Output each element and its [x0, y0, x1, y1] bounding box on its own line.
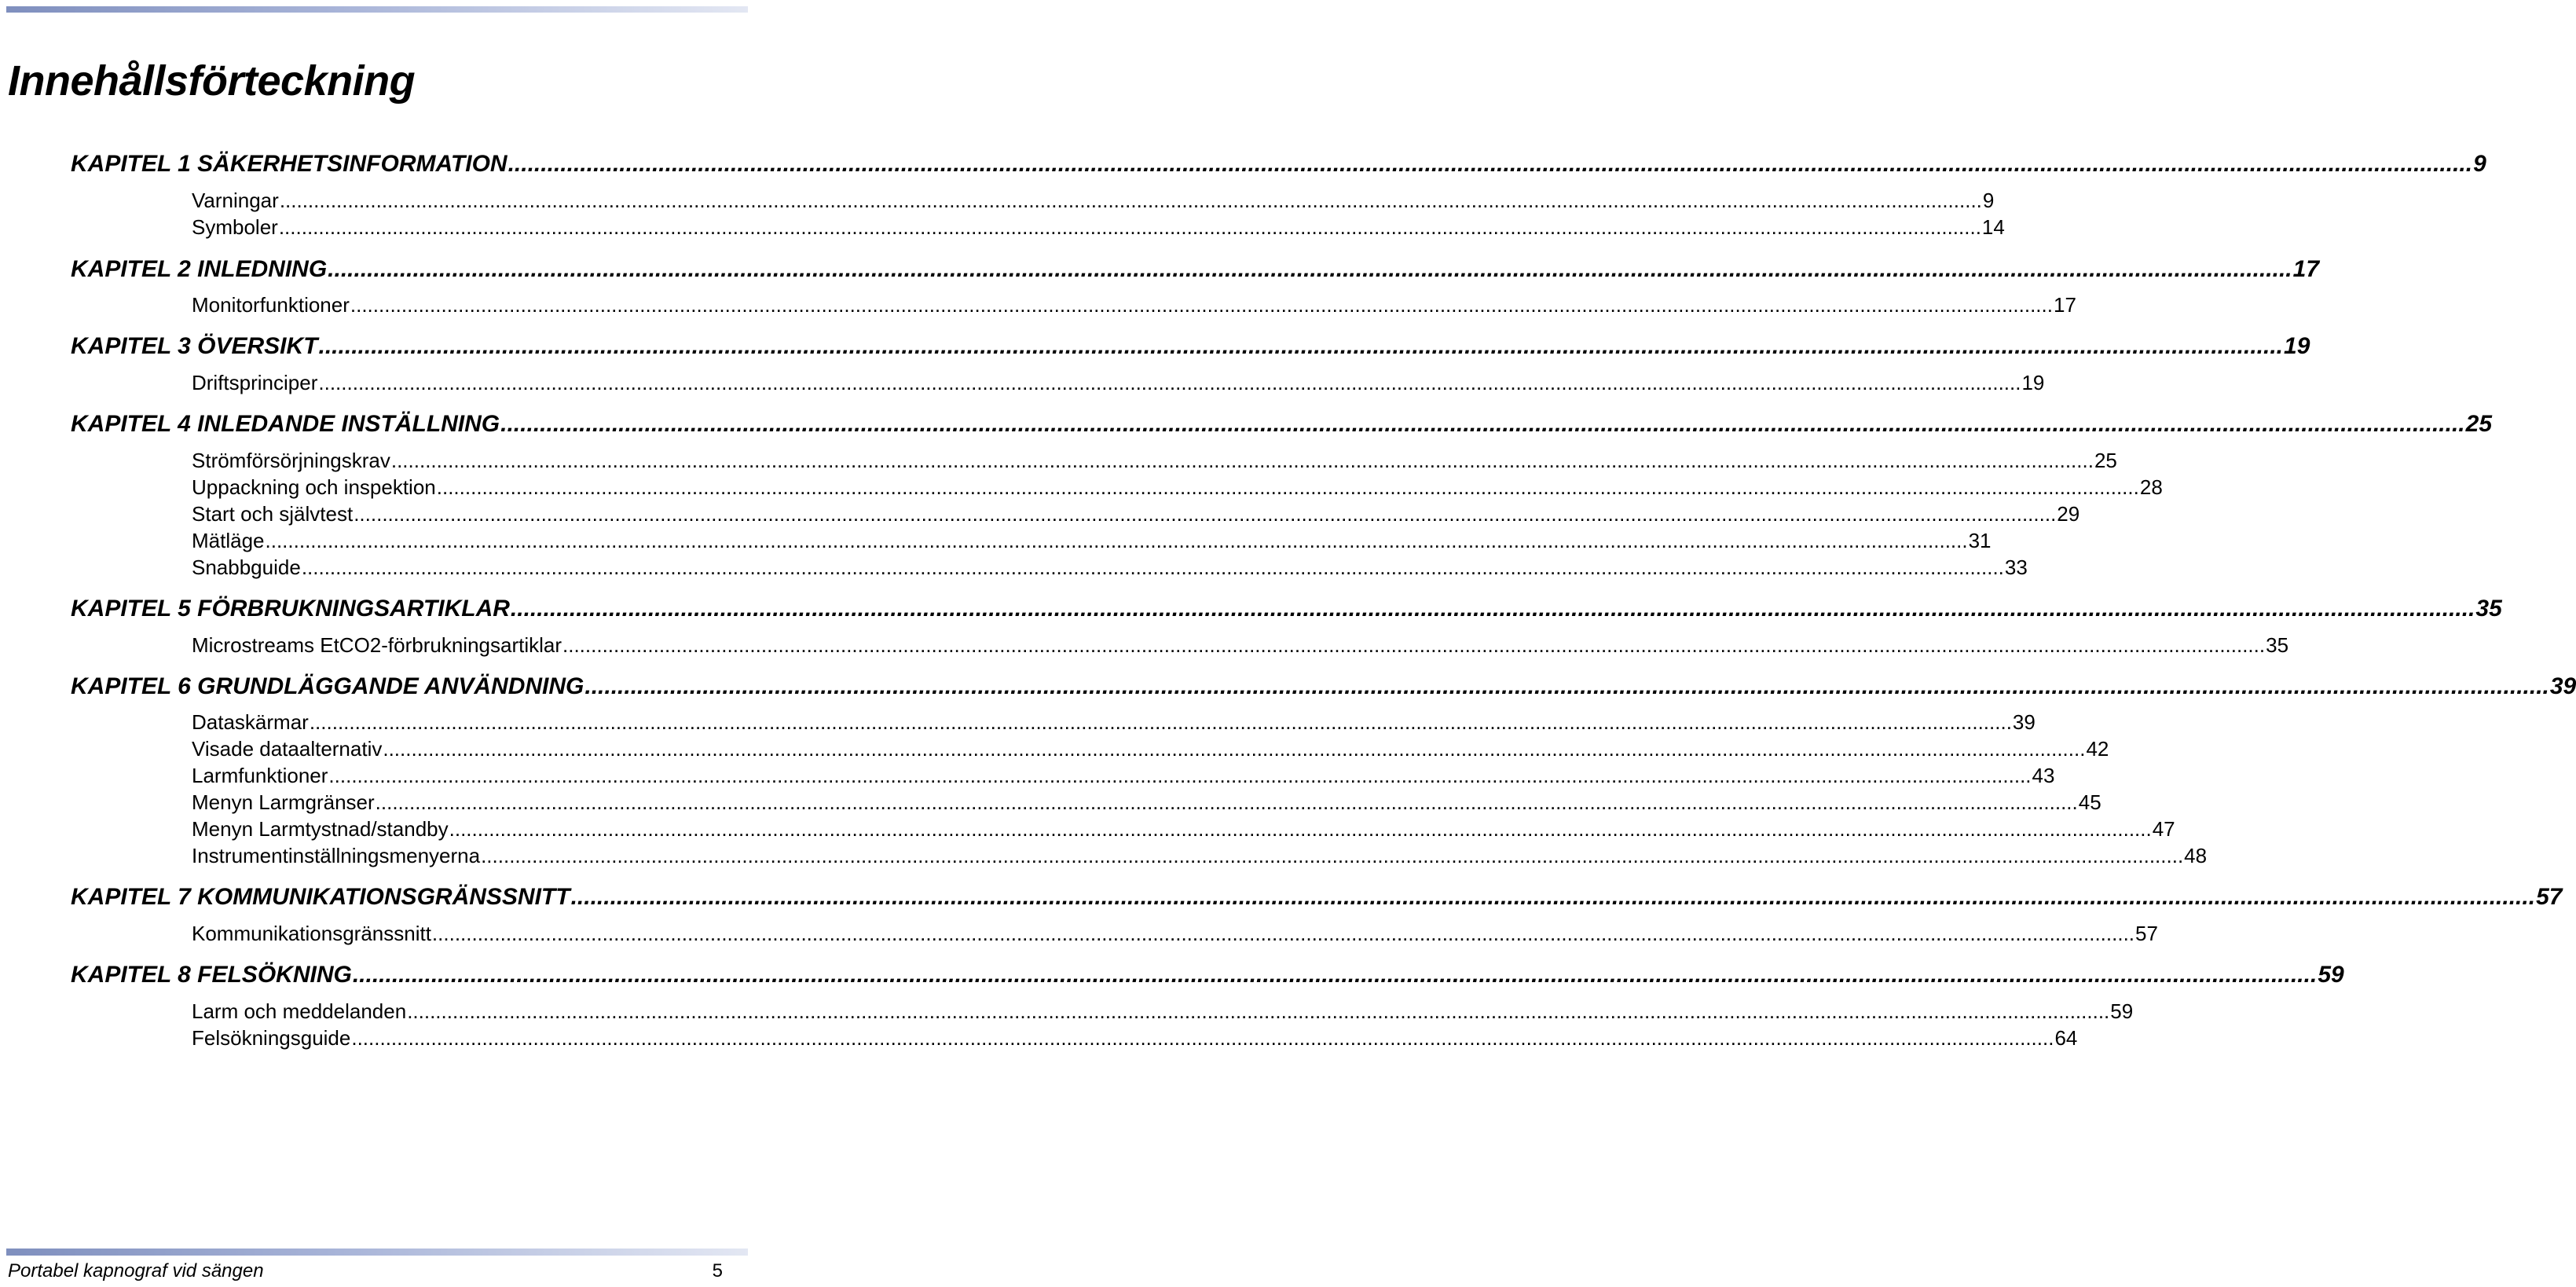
toc-dot-leader: ............................................................................................................................................................................................................................................................................................................: [508, 151, 2473, 177]
toc-section-entry[interactable]: [192, 215, 2005, 240]
toc-section-entry[interactable]: [192, 529, 1992, 554]
footer-page-number: 5: [712, 1260, 723, 1282]
toc-dot-leader: ............................................................................................................................................................................................................................................................................................................: [510, 596, 2475, 622]
toc-entry-label: KAPITEL 3 ÖVERSIKT: [71, 333, 318, 359]
toc-dot-leader: ............................................................................................................................................................................................................................................................................................................: [375, 790, 2078, 814]
toc-entry-page-number: 33: [2004, 556, 2028, 579]
toc-entry-page-number: 48: [2184, 844, 2208, 867]
toc-entry-label: Symboler: [192, 215, 278, 239]
toc-entry-label: Driftsprinciper: [192, 371, 318, 394]
toc-dot-leader: ............................................................................................................................................................................................................................................................................................................: [407, 999, 2110, 1023]
toc-entry-page-number: 64: [2054, 1026, 2078, 1050]
toc-section-entry[interactable]: [192, 999, 2134, 1025]
toc-entry-label: Larmfunktioner: [192, 764, 328, 787]
toc-entry-label: Dataskärmar: [192, 710, 309, 734]
toc-entry-label: Instrumentinställningsmenyerna: [192, 844, 481, 867]
toc-dot-leader: ............................................................................................................................................................................................................................................................................................................: [301, 556, 2004, 579]
toc-chapter-entry[interactable]: [71, 151, 2486, 179]
toc-entry-label: Start och självtest: [192, 502, 354, 526]
toc-dot-leader: ............................................................................................................................................................................................................................................................................................................: [318, 333, 2284, 359]
toc-entry-page-number: 9: [1982, 189, 1995, 212]
toc-entry-page-number: 25: [2465, 411, 2493, 437]
toc-section-entry[interactable]: [192, 371, 2045, 396]
footer-document-title: Portabel kapnograf vid sängen: [8, 1260, 264, 1282]
toc-dot-leader: ............................................................................................................................................................................................................................................................................................................: [351, 1026, 2054, 1050]
toc-dot-leader: ............................................................................................................................................................................................................................................................................................................: [390, 449, 2094, 472]
toc-entry-label: Strömförsörjningskrav: [192, 449, 390, 472]
toc-entry-page-number: 39: [2549, 673, 2576, 699]
toc-entry-page-number: 57: [2536, 884, 2563, 910]
toc-dot-leader: ............................................................................................................................................................................................................................................................................................................: [279, 189, 1982, 212]
toc-entry-label: KAPITEL 5 FÖRBRUKNINGSARTIKLAR: [71, 596, 510, 622]
toc-entry-page-number: 17: [2053, 293, 2076, 317]
toc-entry-page-number: 14: [1981, 215, 2005, 239]
toc-chapter-entry[interactable]: [71, 333, 2310, 361]
toc-dot-leader: ............................................................................................................................................................................................................................................................................................................: [431, 922, 2135, 945]
toc-dot-leader: ............................................................................................................................................................................................................................................................................................................: [265, 529, 1968, 552]
toc-dot-leader: ............................................................................................................................................................................................................................................................................................................: [449, 817, 2152, 841]
toc-dot-leader: ............................................................................................................................................................................................................................................................................................................: [584, 673, 2549, 699]
header-rule: [6, 6, 748, 13]
toc-entry-label: Menyn Larmgränser: [192, 790, 375, 814]
toc-entry-label: Visade dataalternativ: [192, 737, 383, 761]
toc-section-entry[interactable]: [192, 189, 1995, 214]
toc-entry-label: Monitorfunktioner: [192, 293, 350, 317]
toc-entry-label: Felsökningsguide: [192, 1026, 351, 1050]
toc-entry-label: KAPITEL 2 INLEDNING: [71, 256, 328, 282]
toc-dot-leader: ............................................................................................................................................................................................................................................................................................................: [309, 710, 2012, 734]
toc-entry-page-number: 19: [2284, 333, 2310, 359]
toc-entry-page-number: 35: [2475, 596, 2502, 622]
toc-dot-leader: ............................................................................................................................................................................................................................................................................................................: [500, 411, 2465, 437]
toc-entry-label: Larm och meddelanden: [192, 999, 407, 1023]
toc-dot-leader: ............................................................................................................................................................................................................................................................................................................: [328, 256, 2292, 282]
toc-chapter-entry[interactable]: [71, 256, 2320, 284]
toc-entry-label: Menyn Larmtystnad/standby: [192, 817, 449, 841]
toc-dot-leader: ............................................................................................................................................................................................................................................................................................................: [278, 215, 1981, 239]
toc-entry-page-number: 19: [2021, 371, 2045, 394]
toc-entry-label: Snabbguide: [192, 556, 301, 579]
toc-entry-page-number: 43: [2032, 764, 2055, 787]
toc-dot-leader: ............................................................................................................................................................................................................................................................................................................: [562, 633, 2266, 657]
toc-entry-label: KAPITEL 4 INLEDANDE INSTÄLLNING: [71, 411, 500, 437]
toc-dot-leader: ............................................................................................................................................................................................................................................................................................................: [350, 293, 2053, 317]
toc-section-entry[interactable]: [192, 790, 2101, 816]
toc-entry-page-number: 39: [2012, 710, 2036, 734]
toc-section-entry[interactable]: [192, 556, 2028, 581]
toc-entry-label: Uppackning och inspektion: [192, 475, 436, 499]
toc-section-entry[interactable]: [192, 475, 2163, 500]
toc-chapter-entry[interactable]: [71, 596, 2502, 624]
toc-section-entry[interactable]: [192, 502, 2080, 527]
toc-section-entry[interactable]: [192, 764, 2055, 789]
toc-entry-page-number: 57: [2135, 922, 2158, 945]
toc-entry-page-number: 59: [2318, 962, 2344, 988]
toc-entry-page-number: 31: [1968, 529, 1992, 552]
toc-entry-page-number: 9: [2473, 151, 2486, 177]
toc-chapter-entry[interactable]: [71, 411, 2493, 439]
toc-section-entry[interactable]: [192, 817, 2175, 842]
toc-entry-page-number: 25: [2094, 449, 2117, 472]
toc-entry-label: KAPITEL 8 FELSÖKNING: [71, 962, 352, 988]
toc-entry-page-number: 59: [2110, 999, 2134, 1023]
toc-dot-leader: ............................................................................................................................................................................................................................................................................................................: [383, 737, 2086, 761]
toc-section-entry[interactable]: [192, 449, 2117, 474]
toc-entry-page-number: 47: [2152, 817, 2175, 841]
toc-entry-page-number: 42: [2086, 737, 2109, 761]
toc-entry-page-number: 28: [2139, 475, 2163, 499]
toc-chapter-entry[interactable]: [71, 962, 2344, 990]
toc-section-entry[interactable]: [192, 293, 2076, 318]
toc-dot-leader: ............................................................................................................................................................................................................................................................................................................: [481, 844, 2184, 867]
toc-entry-page-number: 17: [2292, 256, 2320, 282]
toc-section-entry[interactable]: [192, 922, 2158, 947]
toc-dot-leader: ............................................................................................................................................................................................................................................................................................................: [436, 475, 2139, 499]
toc-dot-leader: ............................................................................................................................................................................................................................................................................................................: [318, 371, 2021, 394]
toc-dot-leader: ............................................................................................................................................................................................................................................................................................................: [328, 764, 2032, 787]
toc-section-entry[interactable]: [192, 844, 2208, 869]
toc-chapter-entry[interactable]: [71, 884, 2563, 912]
toc-entry-page-number: 45: [2078, 790, 2101, 814]
page-title: Innehållsförteckning: [8, 57, 416, 104]
toc-section-entry[interactable]: [192, 633, 2289, 658]
toc-entry-label: KAPITEL 6 GRUNDLÄGGANDE ANVÄNDNING: [71, 673, 584, 699]
toc-entry-page-number: 35: [2266, 633, 2289, 657]
toc-entry-label: Kommunikationsgränssnitt: [192, 922, 431, 945]
toc-entry-label: KAPITEL 1 SÄKERHETSINFORMATION: [71, 151, 508, 177]
toc-dot-leader: ............................................................................................................................................................................................................................................................................................................: [352, 962, 2318, 988]
toc-section-entry[interactable]: [192, 737, 2109, 762]
toc-entry-label: Varningar: [192, 189, 279, 212]
toc-dot-leader: ............................................................................................................................................................................................................................................................................................................: [354, 502, 2057, 526]
toc-entry-label: KAPITEL 7 KOMMUNIKATIONSGRÄNSSNITT: [71, 884, 570, 910]
toc-entry-label: Microstreams EtCO2-förbrukningsartiklar: [192, 633, 562, 657]
toc-chapter-entry[interactable]: [71, 673, 2576, 702]
toc-dot-leader: ............................................................................................................................................................................................................................................................................................................: [570, 884, 2536, 910]
footer-rule: [6, 1248, 748, 1256]
toc-section-entry[interactable]: [192, 710, 2036, 735]
toc-section-entry[interactable]: [192, 1026, 2078, 1051]
toc-entry-page-number: 29: [2057, 502, 2080, 526]
toc-entry-label: Mätläge: [192, 529, 265, 552]
